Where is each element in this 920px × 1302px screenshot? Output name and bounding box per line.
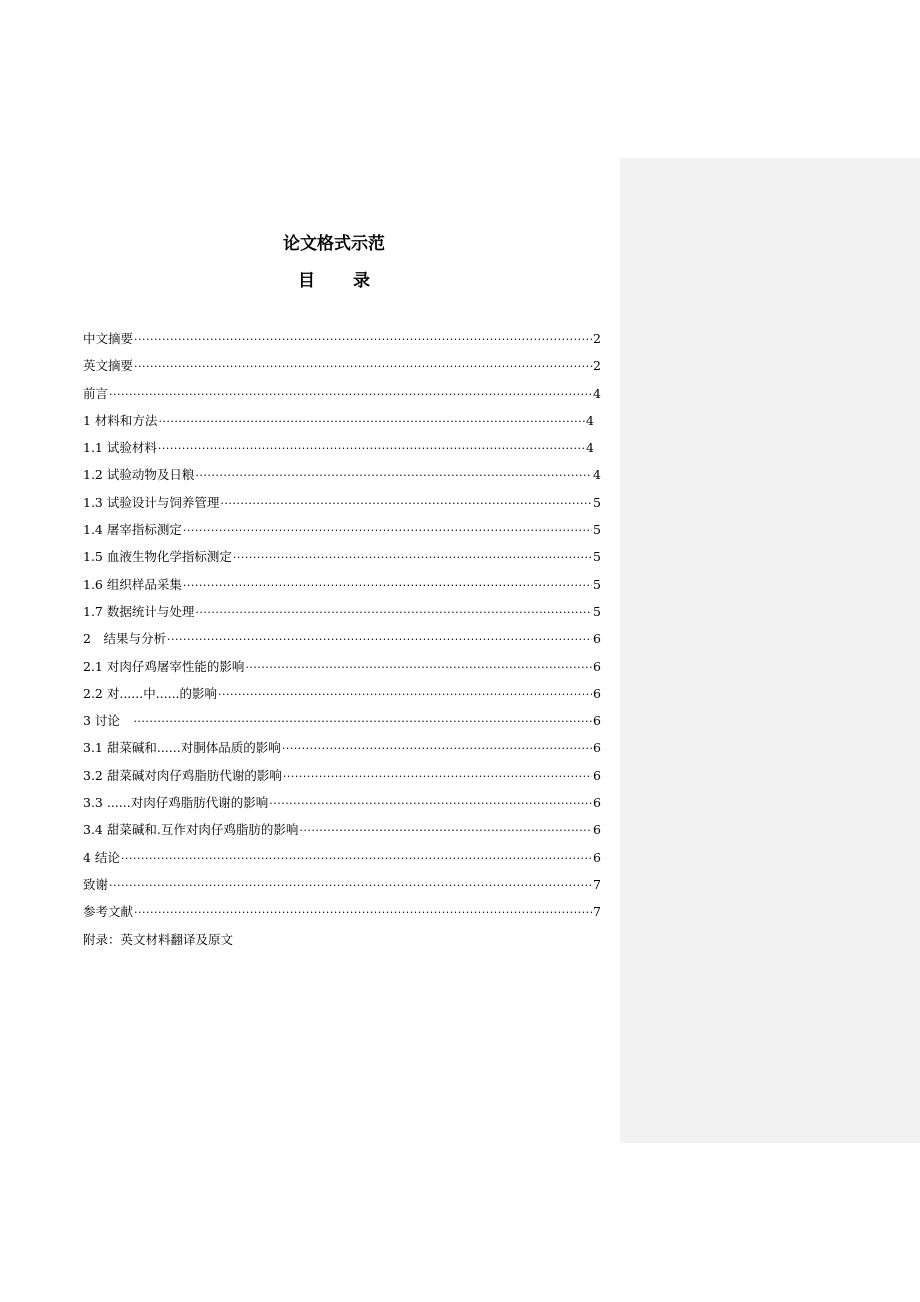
toc-entry[interactable] bbox=[83, 603, 601, 630]
toc-leader-dots bbox=[233, 549, 592, 567]
toc-entry-page: 6 bbox=[593, 767, 601, 783]
toc-entry-page: 6 bbox=[593, 822, 601, 838]
toc-entry-label: 参考文献 bbox=[83, 904, 134, 920]
toc-entry-label: 1.2 试验动物及日粮 bbox=[83, 467, 195, 483]
toc-entry-label: 1.7 数据统计与处理 bbox=[83, 603, 195, 619]
toc-entry-page: 7 bbox=[593, 876, 601, 892]
toc-leader-dots bbox=[282, 740, 592, 758]
toc-entry[interactable] bbox=[83, 794, 601, 821]
toc-entry[interactable] bbox=[83, 439, 594, 466]
toc-entry[interactable] bbox=[83, 685, 601, 712]
toc-entry-label: 1 材料和方法 bbox=[83, 412, 158, 428]
toc-entry-page: 6 bbox=[593, 795, 601, 811]
toc-entry-label: 1.3 试验设计与饲养管理 bbox=[83, 494, 220, 510]
toc-entry-label: 中文摘要 bbox=[83, 331, 134, 346]
toc-entry[interactable] bbox=[83, 712, 601, 739]
toc-leader-dots bbox=[109, 877, 592, 895]
toc-entry-label: 2 结果与分析 bbox=[83, 631, 166, 647]
toc-leader-dots bbox=[183, 522, 592, 540]
toc-entry-label: 3.2 甜菜碱对肉仔鸡脂肪代谢的影响 bbox=[83, 767, 282, 783]
toc-entry-label: 4 结论 bbox=[83, 849, 120, 865]
toc-leader-dots bbox=[158, 413, 585, 431]
toc-entry-label: 英文摘要 bbox=[83, 358, 134, 374]
toc-leader-dots bbox=[134, 331, 592, 349]
toc-entry[interactable] bbox=[83, 630, 601, 657]
toc-leader-dots bbox=[134, 358, 592, 376]
toc-entry[interactable] bbox=[83, 466, 601, 493]
toc-entry-label: 2.2 对......中......的影响 bbox=[83, 685, 218, 701]
toc-entry-page: 6 bbox=[593, 713, 601, 729]
table-of-contents bbox=[83, 330, 603, 958]
toc-entry[interactable] bbox=[83, 876, 601, 903]
toc-leader-dots bbox=[183, 577, 592, 595]
toc-entry[interactable] bbox=[83, 903, 601, 930]
toc-entry[interactable] bbox=[83, 385, 601, 412]
toc-entry[interactable] bbox=[83, 739, 601, 766]
toc-leader-dots bbox=[121, 850, 592, 868]
toc-entry[interactable] bbox=[83, 767, 601, 794]
toc-entry[interactable] bbox=[83, 576, 601, 603]
toc-entry-page: 5 bbox=[593, 522, 601, 538]
toc-entry[interactable] bbox=[83, 658, 601, 685]
toc-entry[interactable] bbox=[83, 412, 594, 439]
toc-entry-label: 2.1 对肉仔鸡屠宰性能的影响 bbox=[83, 658, 245, 674]
toc-leader-dots bbox=[283, 768, 592, 786]
toc-heading: 目 录 bbox=[298, 271, 386, 291]
toc-leader-dots bbox=[109, 386, 592, 404]
toc-entry-label: 1.6 组织样品采集 bbox=[83, 576, 182, 592]
toc-leader-dots bbox=[220, 495, 592, 513]
toc-entry-label: 3.3 ......对肉仔鸡脂肪代谢的影响 bbox=[83, 795, 269, 811]
toc-entry[interactable] bbox=[83, 849, 601, 876]
toc-entry-label: 致谢 bbox=[83, 876, 109, 892]
toc-leader-dots bbox=[195, 604, 592, 622]
toc-entry-page: 4 bbox=[593, 467, 601, 483]
toc-entry-page: 2 bbox=[593, 358, 601, 374]
toc-entry-page: 2 bbox=[593, 331, 601, 346]
toc-leader-dots bbox=[134, 904, 592, 922]
document-title: 论文格式示范 bbox=[283, 234, 385, 254]
toc-leader-dots bbox=[245, 659, 592, 677]
toc-entry-label: 1.4 屠宰指标测定 bbox=[83, 522, 182, 538]
toc-entry[interactable] bbox=[83, 821, 601, 848]
toc-entry-page: 4 bbox=[586, 440, 594, 456]
toc-entry[interactable] bbox=[83, 330, 601, 357]
toc-entry-page: 6 bbox=[593, 658, 601, 674]
toc-entry[interactable] bbox=[83, 494, 601, 521]
toc-entry[interactable] bbox=[83, 357, 601, 384]
comment-margin-panel bbox=[620, 158, 920, 1143]
toc-entry-page: 7 bbox=[593, 904, 601, 920]
toc-leader-dots bbox=[195, 467, 592, 485]
toc-leader-dots bbox=[167, 631, 592, 649]
toc-entry-label: 3.1 甜菜碱和......对胴体品质的影响 bbox=[83, 740, 281, 756]
toc-entry-page: 4 bbox=[593, 385, 601, 401]
toc-leader-dots bbox=[299, 822, 592, 840]
toc-entry[interactable] bbox=[83, 521, 601, 548]
appendix-line: 附录：英文材料翻译及原文 bbox=[83, 931, 234, 947]
toc-entry-label: 前言 bbox=[83, 385, 109, 401]
toc-entry-label: 3 讨论 bbox=[83, 713, 133, 729]
toc-entry-page: 6 bbox=[593, 631, 601, 647]
toc-entry-page: 6 bbox=[593, 740, 601, 756]
toc-entry-label: 1.5 血液生物化学指标测定 bbox=[83, 549, 232, 565]
toc-entry-page: 4 bbox=[586, 412, 594, 428]
toc-entry-page: 5 bbox=[593, 603, 601, 619]
toc-leader-dots bbox=[133, 713, 592, 731]
toc-entry-page: 5 bbox=[593, 576, 601, 592]
toc-entry[interactable] bbox=[83, 548, 601, 575]
toc-entry-page: 5 bbox=[593, 549, 601, 565]
toc-entry-page: 5 bbox=[593, 494, 601, 510]
toc-leader-dots bbox=[269, 795, 592, 813]
toc-entry-label: 1.1 试验材料 bbox=[83, 440, 157, 456]
toc-entry-label: 3.4 甜菜碱和.互作对肉仔鸡脂肪的影响 bbox=[83, 822, 299, 838]
toc-leader-dots bbox=[218, 686, 592, 704]
toc-entry-page: 6 bbox=[593, 849, 601, 865]
toc-leader-dots bbox=[158, 440, 585, 458]
toc-entry-page: 6 bbox=[593, 685, 601, 701]
